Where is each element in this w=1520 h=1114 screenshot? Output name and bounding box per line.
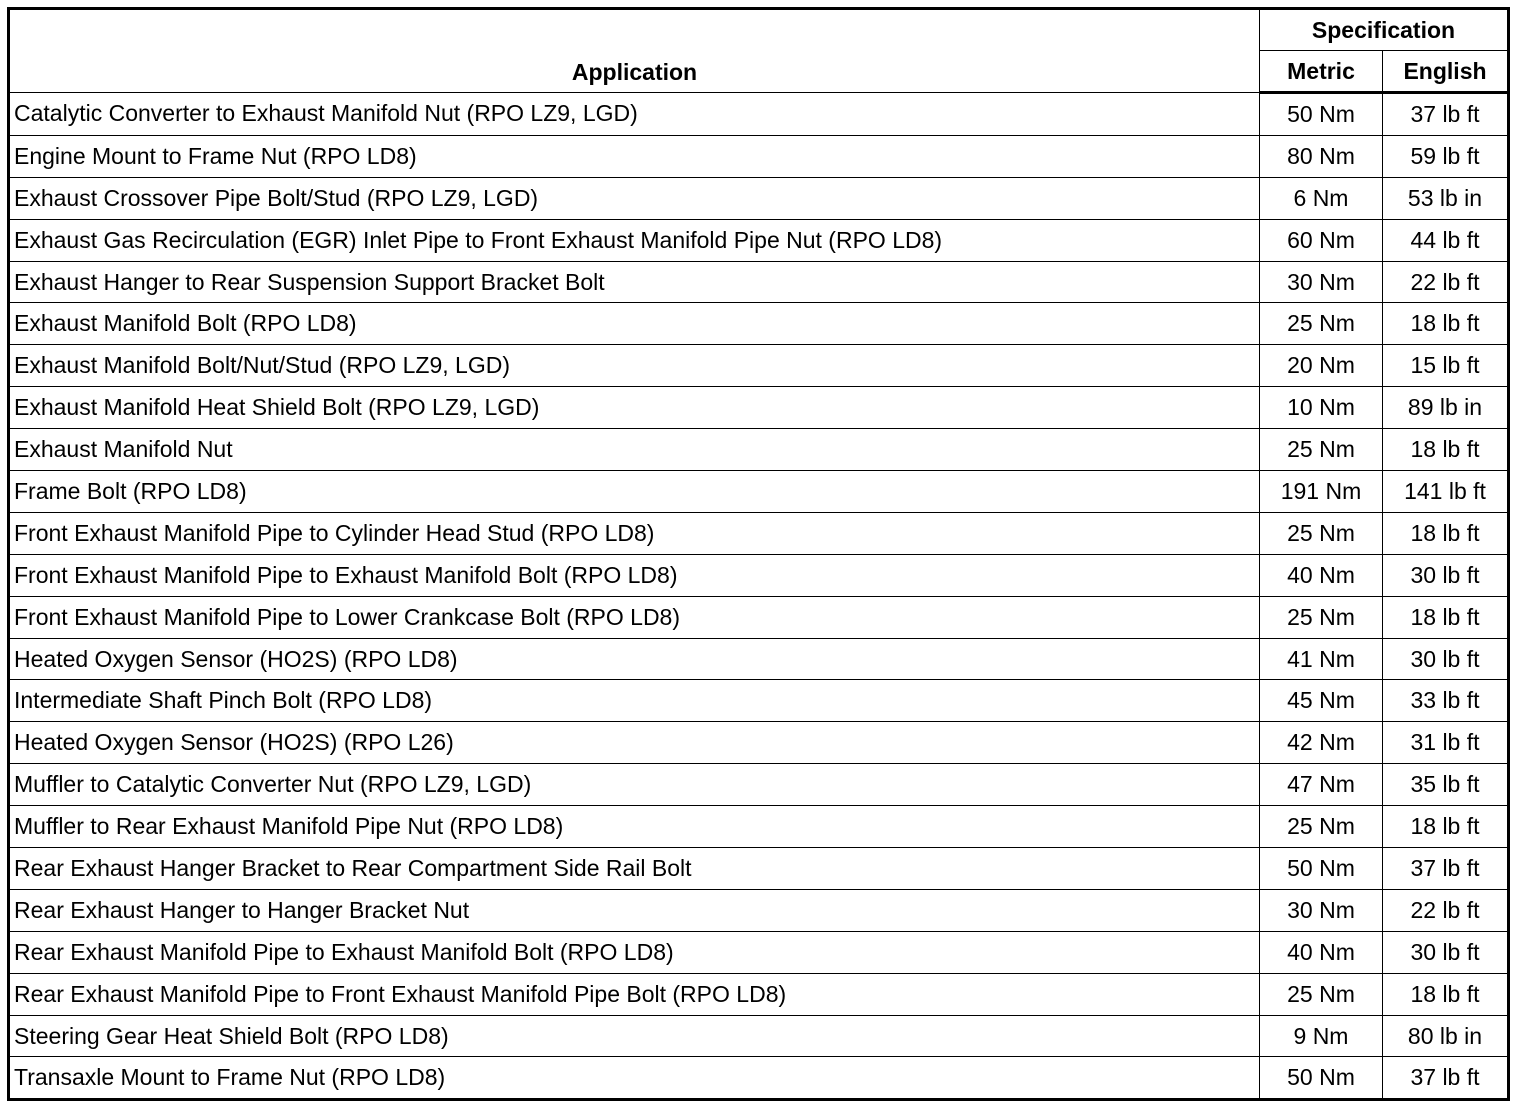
application-cell: Muffler to Rear Exhaust Manifold Pipe Nut (RPO LD8) <box>9 806 1260 848</box>
application-cell: Exhaust Manifold Bolt (RPO LD8) <box>9 303 1260 345</box>
english-cell: 18 lb ft <box>1383 973 1509 1015</box>
metric-cell: 40 Nm <box>1260 931 1383 973</box>
header-row-top <box>9 9 1509 51</box>
english-cell: 18 lb ft <box>1383 303 1509 345</box>
english-cell: 59 lb ft <box>1383 135 1509 177</box>
english-cell: 53 lb in <box>1383 177 1509 219</box>
english-cell: 22 lb ft <box>1383 889 1509 931</box>
application-cell: Front Exhaust Manifold Pipe to Cylinder Head Stud (RPO LD8) <box>9 512 1260 554</box>
application-cell: Exhaust Manifold Nut <box>9 429 1260 471</box>
english-cell: 80 lb in <box>1383 1015 1509 1057</box>
metric-cell: 50 Nm <box>1260 848 1383 890</box>
metric-cell: 6 Nm <box>1260 177 1383 219</box>
metric-cell: 45 Nm <box>1260 680 1383 722</box>
table-row <box>9 345 1509 387</box>
table-row <box>9 471 1509 513</box>
english-cell: 141 lb ft <box>1383 471 1509 513</box>
table-row <box>9 889 1509 931</box>
table-row <box>9 554 1509 596</box>
application-cell: Exhaust Manifold Bolt/Nut/Stud (RPO LZ9, LGD) <box>9 345 1260 387</box>
application-cell: Exhaust Hanger to Rear Suspension Support Bracket Bolt <box>9 261 1260 303</box>
application-cell: Heated Oxygen Sensor (HO2S) (RPO L26) <box>9 722 1260 764</box>
table-row <box>9 135 1509 177</box>
english-cell: 30 lb ft <box>1383 638 1509 680</box>
table-row <box>9 387 1509 429</box>
application-cell: Frame Bolt (RPO LD8) <box>9 471 1260 513</box>
table-row <box>9 638 1509 680</box>
table-header <box>9 9 1509 93</box>
metric-cell: 47 Nm <box>1260 764 1383 806</box>
metric-cell: 10 Nm <box>1260 387 1383 429</box>
metric-cell: 42 Nm <box>1260 722 1383 764</box>
metric-cell: 191 Nm <box>1260 471 1383 513</box>
application-cell: Transaxle Mount to Frame Nut (RPO LD8) <box>9 1057 1260 1100</box>
application-cell: Exhaust Crossover Pipe Bolt/Stud (RPO LZ9, LGD) <box>9 177 1260 219</box>
table-row <box>9 303 1509 345</box>
english-cell: 18 lb ft <box>1383 596 1509 638</box>
english-cell: 22 lb ft <box>1383 261 1509 303</box>
english-cell: 18 lb ft <box>1383 429 1509 471</box>
application-cell: Rear Exhaust Manifold Pipe to Front Exhaust Manifold Pipe Bolt (RPO LD8) <box>9 973 1260 1015</box>
english-cell: 15 lb ft <box>1383 345 1509 387</box>
table-row <box>9 680 1509 722</box>
english-header: English <box>1383 51 1509 93</box>
table-row <box>9 219 1509 261</box>
english-cell: 30 lb ft <box>1383 931 1509 973</box>
english-cell: 35 lb ft <box>1383 764 1509 806</box>
metric-cell: 30 Nm <box>1260 889 1383 931</box>
english-cell: 18 lb ft <box>1383 806 1509 848</box>
metric-cell: 60 Nm <box>1260 219 1383 261</box>
english-cell: 31 lb ft <box>1383 722 1509 764</box>
application-cell: Heated Oxygen Sensor (HO2S) (RPO LD8) <box>9 638 1260 680</box>
table-row <box>9 931 1509 973</box>
english-cell: 37 lb ft <box>1383 93 1509 136</box>
english-cell: 89 lb in <box>1383 387 1509 429</box>
application-cell: Muffler to Catalytic Converter Nut (RPO LZ9, LGD) <box>9 764 1260 806</box>
metric-cell: 50 Nm <box>1260 1057 1383 1100</box>
metric-cell: 25 Nm <box>1260 429 1383 471</box>
english-cell: 30 lb ft <box>1383 554 1509 596</box>
english-cell: 37 lb ft <box>1383 848 1509 890</box>
application-cell: Steering Gear Heat Shield Bolt (RPO LD8) <box>9 1015 1260 1057</box>
english-cell: 33 lb ft <box>1383 680 1509 722</box>
table-row <box>9 1015 1509 1057</box>
table-row <box>9 806 1509 848</box>
table-row <box>9 429 1509 471</box>
table-body <box>9 93 1509 1100</box>
application-cell: Engine Mount to Frame Nut (RPO LD8) <box>9 135 1260 177</box>
metric-cell: 41 Nm <box>1260 638 1383 680</box>
table-row <box>9 973 1509 1015</box>
metric-header: Metric <box>1260 51 1383 93</box>
application-cell: Intermediate Shaft Pinch Bolt (RPO LD8) <box>9 680 1260 722</box>
metric-cell: 20 Nm <box>1260 345 1383 387</box>
table-row <box>9 93 1509 136</box>
metric-cell: 40 Nm <box>1260 554 1383 596</box>
table-row <box>9 177 1509 219</box>
application-cell: Front Exhaust Manifold Pipe to Lower Crankcase Bolt (RPO LD8) <box>9 596 1260 638</box>
application-cell: Exhaust Gas Recirculation (EGR) Inlet Pipe to Front Exhaust Manifold Pipe Nut (RPO LD8) <box>9 219 1260 261</box>
table-row <box>9 261 1509 303</box>
application-header: Application <box>9 9 1260 93</box>
application-cell: Rear Exhaust Hanger Bracket to Rear Compartment Side Rail Bolt <box>9 848 1260 890</box>
table-row <box>9 1057 1509 1100</box>
application-cell: Rear Exhaust Manifold Pipe to Exhaust Manifold Bolt (RPO LD8) <box>9 931 1260 973</box>
english-cell: 44 lb ft <box>1383 219 1509 261</box>
application-cell: Exhaust Manifold Heat Shield Bolt (RPO LZ9, LGD) <box>9 387 1260 429</box>
english-cell: 18 lb ft <box>1383 512 1509 554</box>
table-row <box>9 512 1509 554</box>
metric-cell: 80 Nm <box>1260 135 1383 177</box>
metric-cell: 50 Nm <box>1260 93 1383 136</box>
application-cell: Front Exhaust Manifold Pipe to Exhaust Manifold Bolt (RPO LD8) <box>9 554 1260 596</box>
specification-header: Specification <box>1260 9 1509 51</box>
metric-cell: 25 Nm <box>1260 596 1383 638</box>
metric-cell: 25 Nm <box>1260 973 1383 1015</box>
metric-cell: 30 Nm <box>1260 261 1383 303</box>
english-cell: 37 lb ft <box>1383 1057 1509 1100</box>
application-cell: Rear Exhaust Hanger to Hanger Bracket Nut <box>9 889 1260 931</box>
table-row <box>9 722 1509 764</box>
fastener-specifications-table <box>7 7 1510 1101</box>
application-cell: Catalytic Converter to Exhaust Manifold Nut (RPO LZ9, LGD) <box>9 93 1260 136</box>
metric-cell: 25 Nm <box>1260 303 1383 345</box>
table-row <box>9 596 1509 638</box>
metric-cell: 9 Nm <box>1260 1015 1383 1057</box>
table-row <box>9 848 1509 890</box>
table-row <box>9 764 1509 806</box>
metric-cell: 25 Nm <box>1260 512 1383 554</box>
metric-cell: 25 Nm <box>1260 806 1383 848</box>
